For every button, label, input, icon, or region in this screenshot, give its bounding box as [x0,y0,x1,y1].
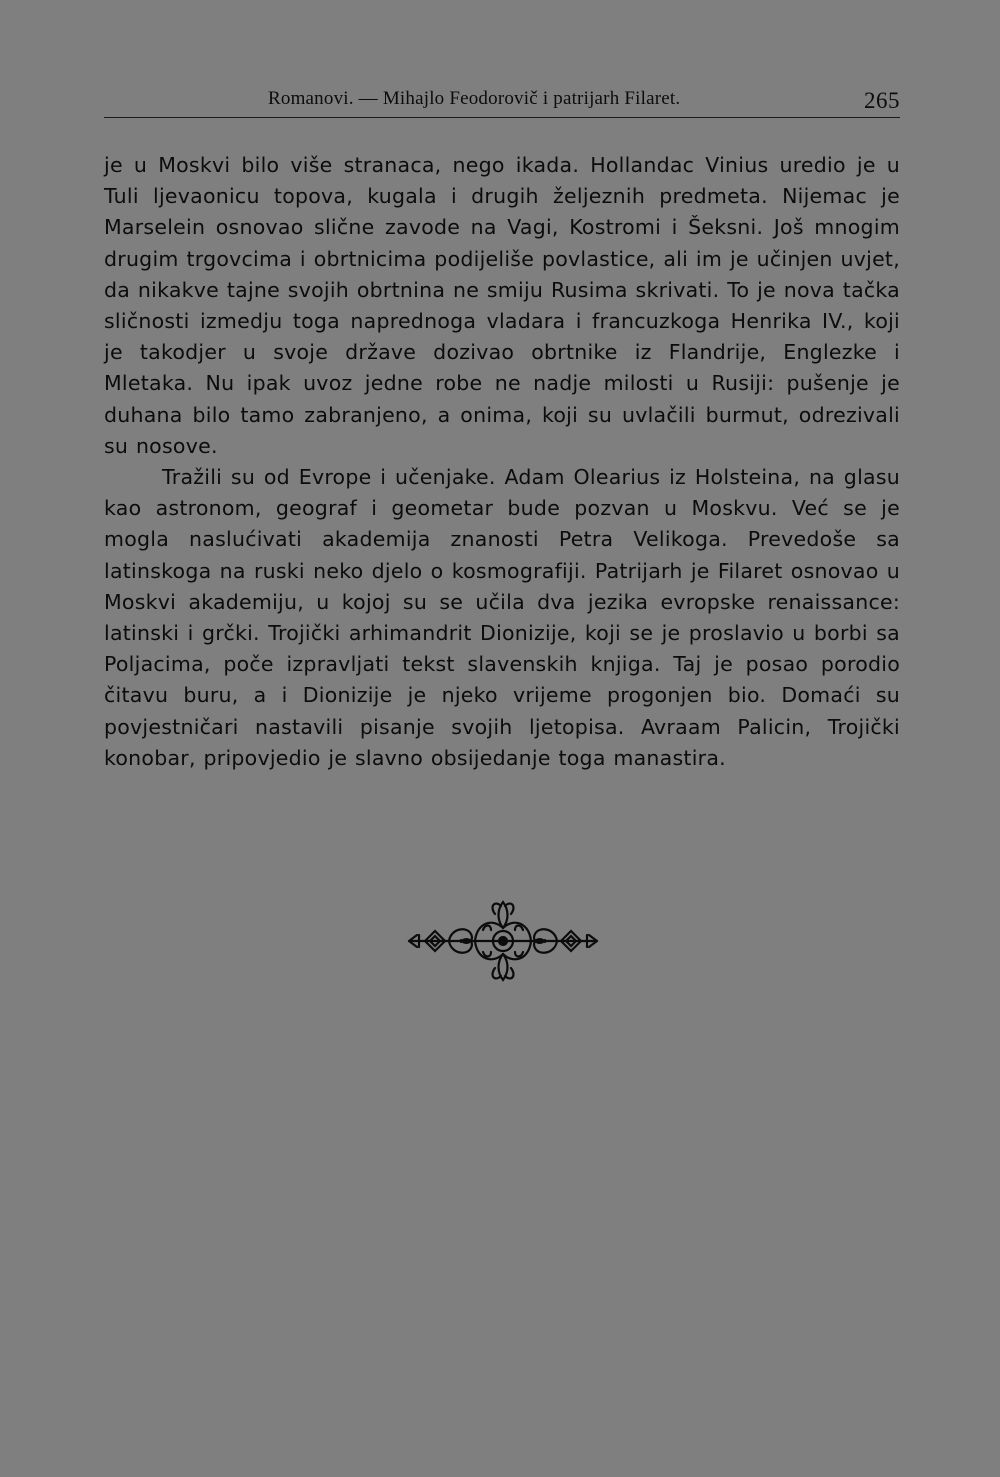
paragraph-2: Tražili su od Evrope i učenjake. Adam Olearius iz Holsteina, na glasu kao astronom, geograf i geometar bude pozvan u Moskvu. Već se je mogla naslućivati akademija znanosti Petra Velikoga. Prevedoše sa latinskoga na ruski neko djelo o kosmografiji. Patrijarh je Filaret osnovao u Moskvi akademiju, u kojoj su se učila dva jezika evropske renaissance: latinski i grčki. Trojički arhimandrit Dionizije, koji se je proslavio u borbi sa Poljacima, poče izpravljati tekst slavenskih knjiga. Taj je posao porodio čitavu buru, a i Dionizije je njeko vrijeme progonjen bio. Domaći su povjestničari nastavili pisanje svojih ljetopisa. Avraam Palicin, Trojički konobar, pripovjedio je slavno obsijedanje toga manastira. [104,465,900,770]
printers-ornament-icon [405,898,601,984]
header-rule [104,117,900,118]
running-head [104,84,900,118]
body-text [104,150,900,774]
page-number: 265 [864,88,900,113]
running-title: Romanovi. — Mihajlo Feodorovič i patrijarh Filaret. [268,88,681,109]
paragraph-1: je u Moskvi bilo više stranaca, nego ikada. Hollandac Vinius uredio je u Tuli ljevaonicu topova, kugala i drugih željeznih predmeta. Nijemac je Marselein osnovao slične zavode na Vagi, Kostromi i Šeksni. Još mnogim drugim trgovcima i obrtnicima podijeliše povlastice, ali im je učinjen uvjet, da nikakve tajne svojih obrtnina ne smiju Rusima skrivati. To je nova tačka sličnosti izmedju toga naprednoga vladara i francuzkoga Henrika IV., koji je takodjer u svoje države dozivao obrtnike iz Flandrije, Englezke i Mletaka. Nu ipak uvoz jedne robe ne nadje milosti u Rusiji: pušenje je duhana bilo tamo zabranjeno, a onima, koji su uvlačili burmut, odrezivali su nosove. [104,153,900,458]
